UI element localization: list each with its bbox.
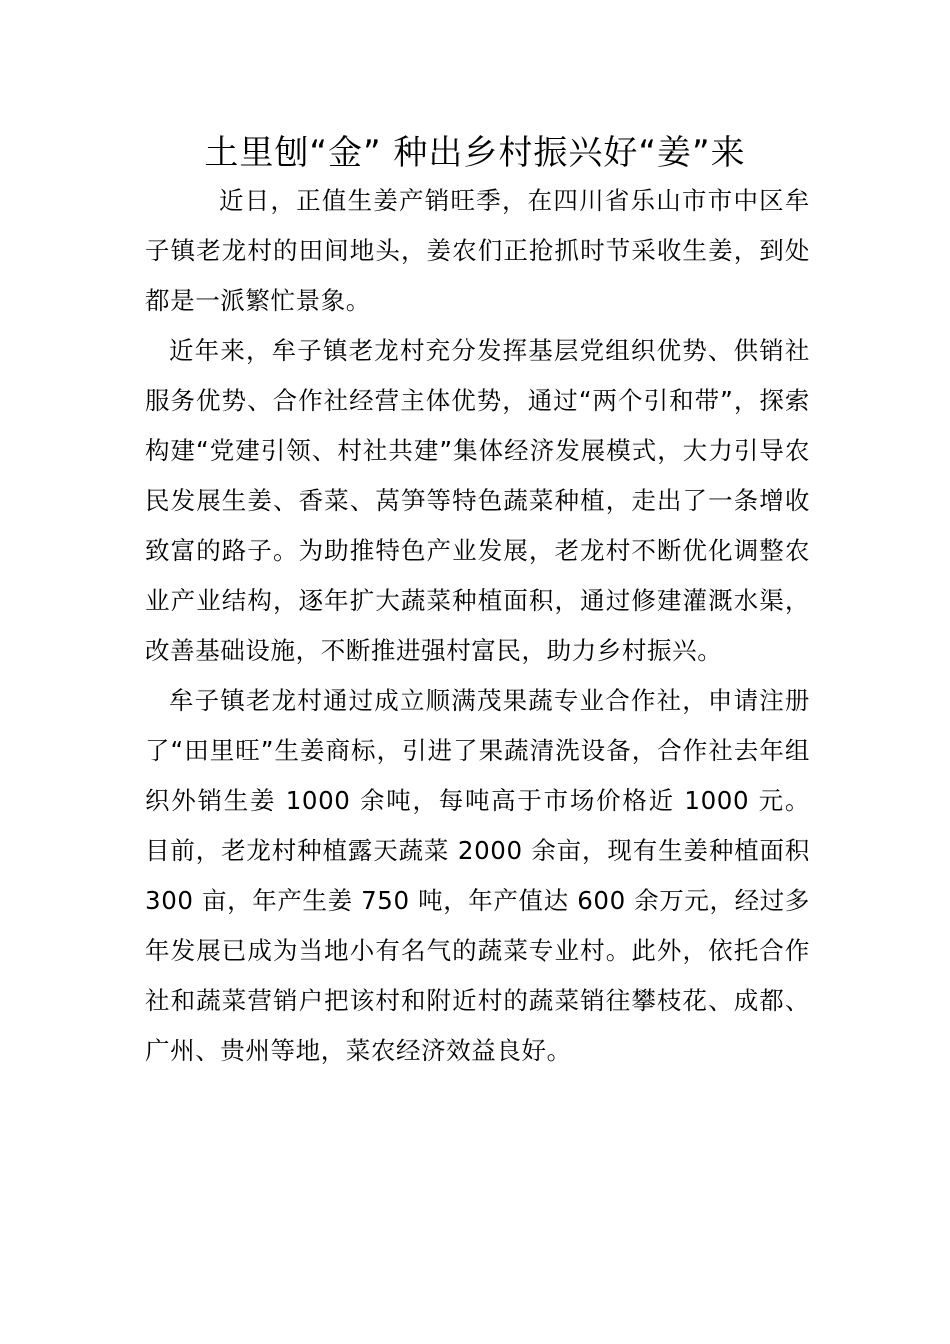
article-body <box>145 176 810 1076</box>
paragraph-1: 近日，正值生姜产销旺季，在四川省乐山市市中区牟子镇老龙村的田间地头，姜农们正抢抓时节采收生姜，到处都是一派繁忙景象。 <box>145 186 810 315</box>
page-title: 土里刨“金” 种出乡村振兴好“姜”来 <box>204 133 746 173</box>
paragraph-2: 近年来，牟子镇老龙村充分发挥基层党组织优势、供销社服务优势、合作社经营主体优势，通过“两个引和带”，探索构建“党建引领、村社共建”集体经济发展模式，大力引导农民发展生姜、香菜、莴笋等特色蔬菜种植，走出了一条增收致富的路子。为助推特色产业发展，老龙村不断优化调整农业产业结构，逐年扩大蔬菜种植面积，通过修建灌溉水渠，改善基础设施，不断推进强村富民，助力乡村振兴。 <box>145 336 810 665</box>
paragraph-3: 牟子镇老龙村通过成立顺满茂果蔬专业合作社，申请注册了“田里旺”生姜商标，引进了果蔬清洗设备，合作社去年组织外销生姜 1000 余吨，每吨高于市场价格近 1000 元。目前，老龙村种植露天蔬菜 2000 余亩，现有生姜种植面积 300 亩，年产生姜 750 吨，年产值达 600 余万元，经过多年发展已成为当地小有名气的蔬菜专业村。此外，依托合作社和蔬菜营销户把该村和附近村的蔬菜销往攀枝花、成都、广州、贵州等地，菜农经济效益良好。 <box>145 686 810 1065</box>
